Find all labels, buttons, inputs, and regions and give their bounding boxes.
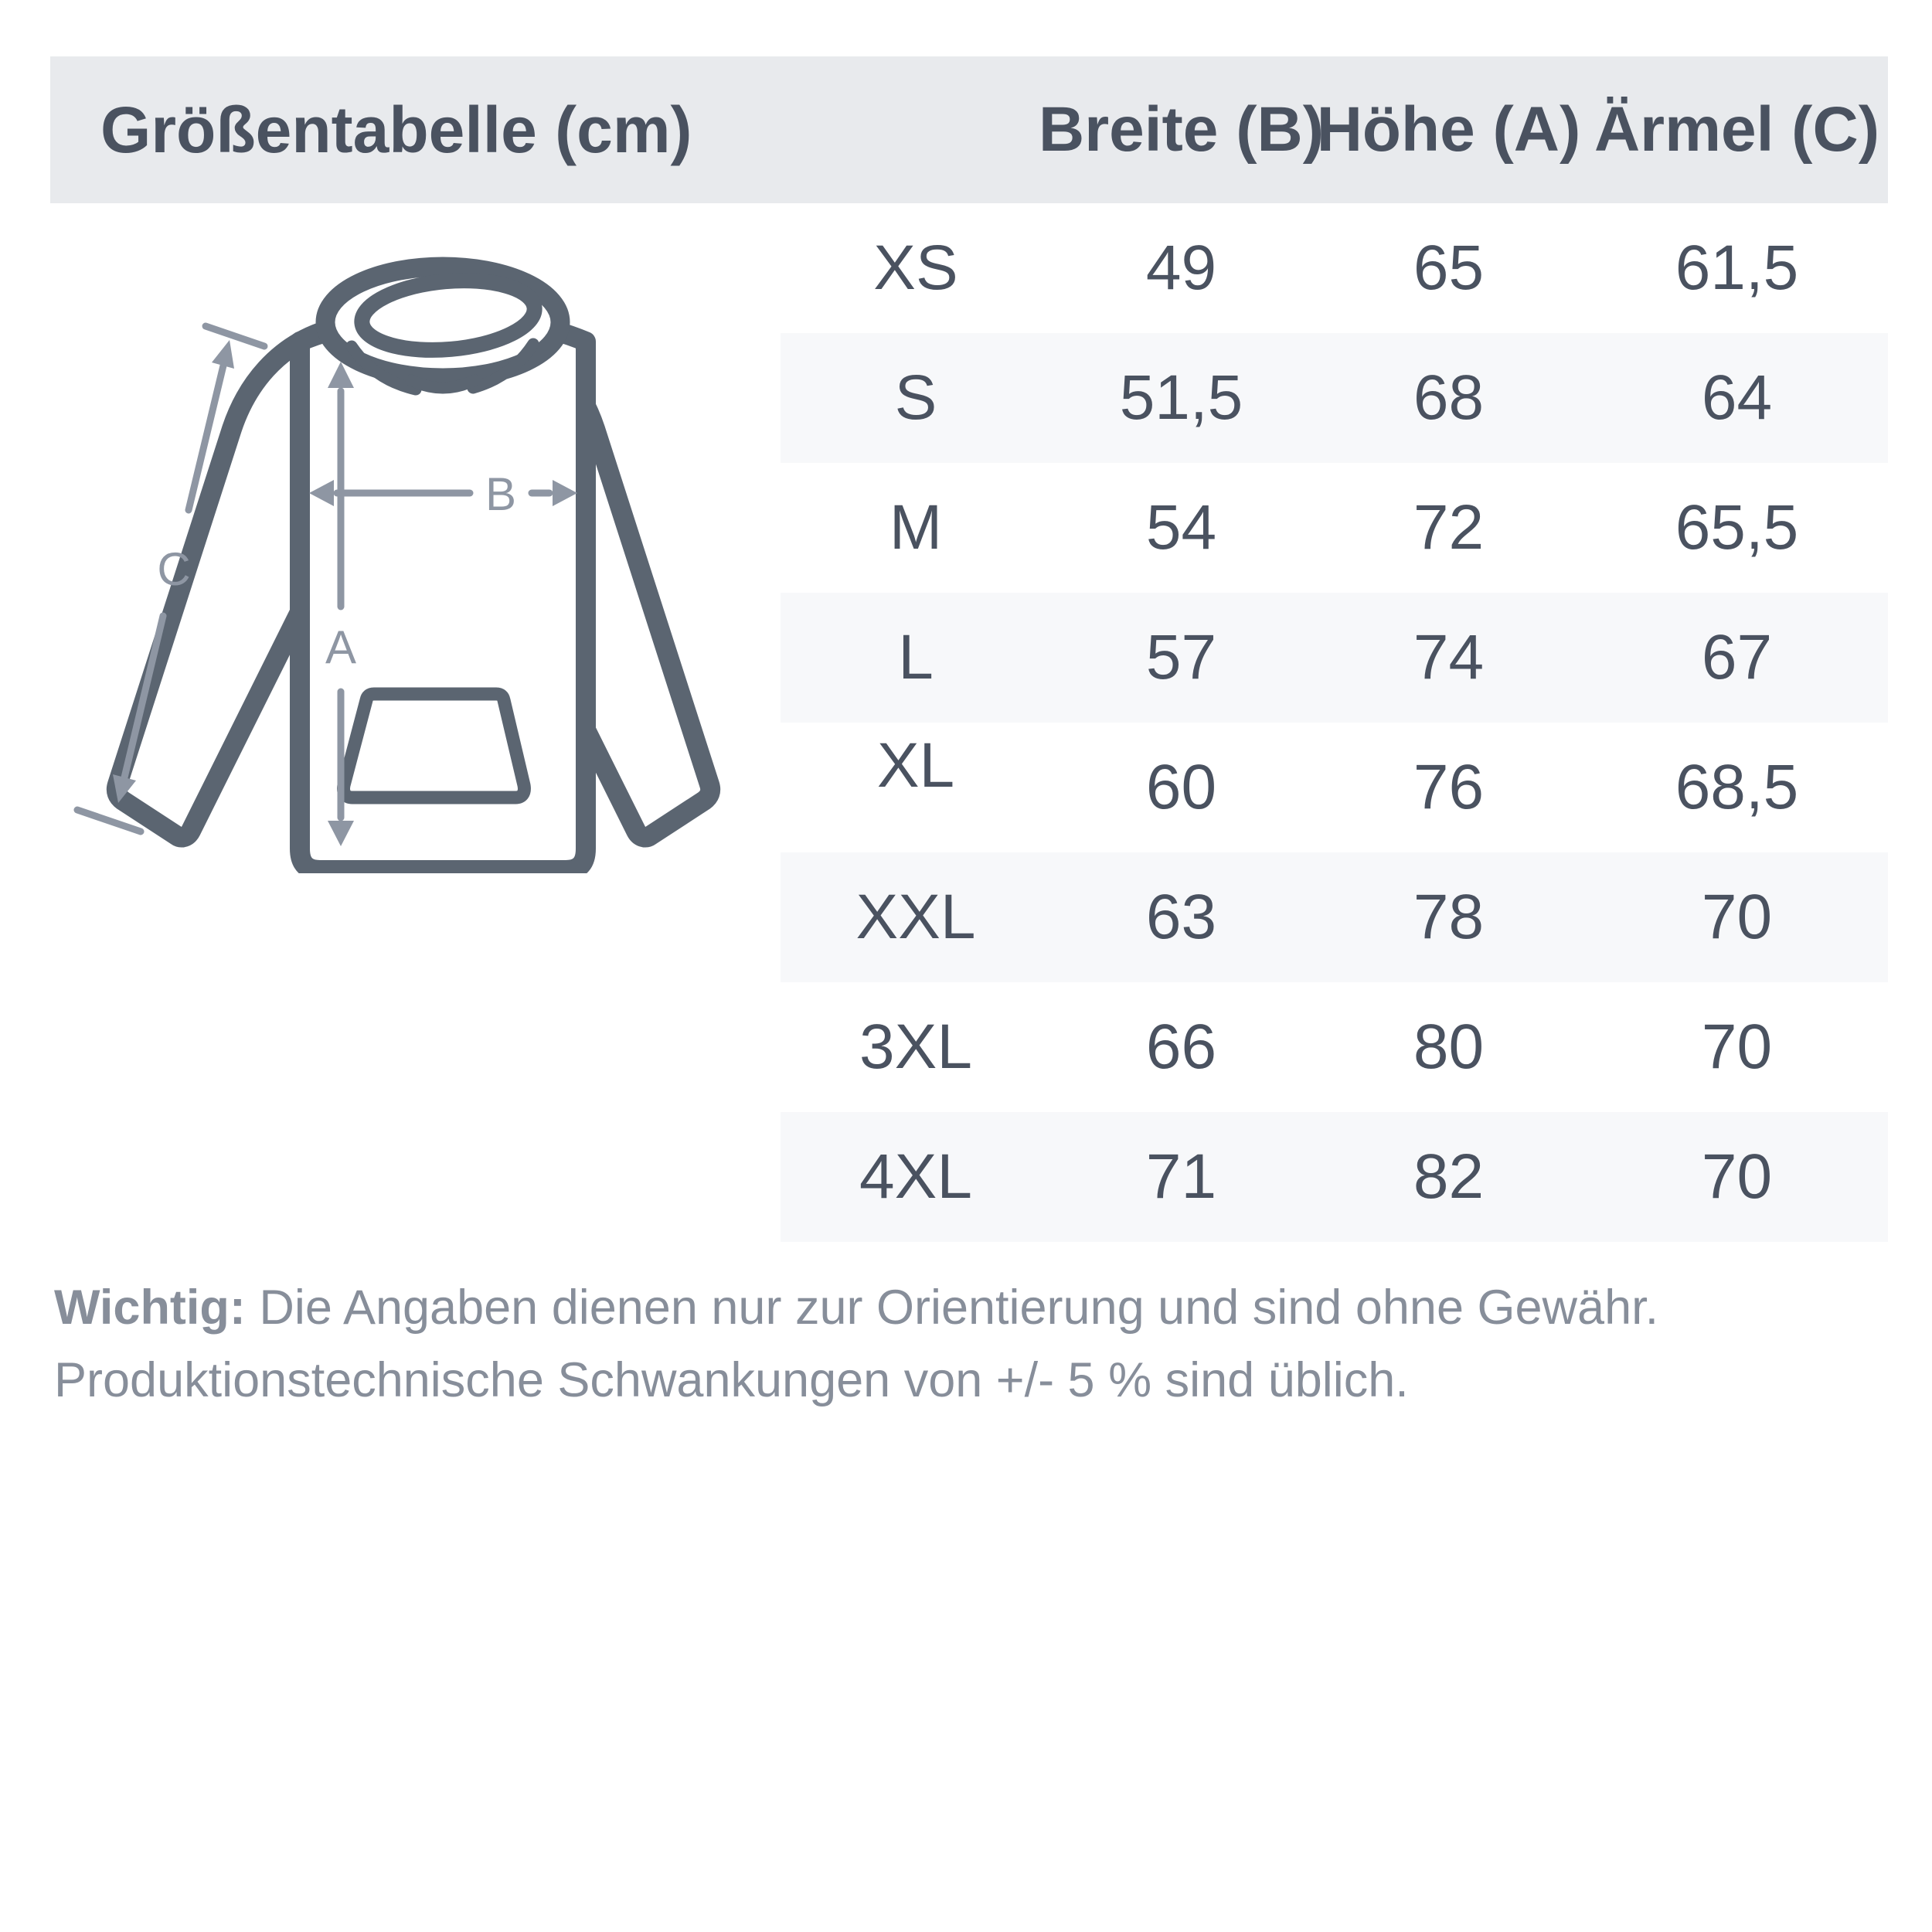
breite-value: 49 bbox=[1145, 233, 1217, 303]
breite-value: 57 bbox=[1145, 622, 1217, 692]
size-label: XL bbox=[876, 730, 955, 801]
disclaimer-bold-prefix: Wichtig: bbox=[54, 1281, 246, 1335]
size-label: XS bbox=[873, 233, 958, 303]
table-row bbox=[781, 1112, 1888, 1242]
aermel-value: 64 bbox=[1701, 362, 1773, 433]
hoehe-value: 78 bbox=[1413, 882, 1485, 952]
disclaimer-line1: Die Angaben dienen nur zur Orientierung und sind ohne Gewähr. bbox=[245, 1281, 1659, 1335]
size-label: 4XL bbox=[859, 1141, 972, 1212]
measure-label-c: C bbox=[157, 543, 191, 595]
size-label: M bbox=[889, 492, 943, 563]
table-row bbox=[781, 463, 1888, 593]
hoehe-value: 76 bbox=[1413, 752, 1485, 822]
aermel-value: 68,5 bbox=[1675, 752, 1799, 822]
column-header-hoehe: Höhe (A) bbox=[1316, 94, 1581, 165]
size-label: S bbox=[894, 362, 937, 433]
aermel-value: 67 bbox=[1701, 622, 1773, 692]
hoehe-value: 82 bbox=[1413, 1141, 1485, 1212]
aermel-value: 70 bbox=[1701, 1141, 1773, 1212]
page-title: Größentabelle (cm) bbox=[100, 93, 692, 166]
column-headers bbox=[781, 56, 1888, 203]
size-label: 3XL bbox=[859, 1012, 972, 1082]
breite-value: 66 bbox=[1145, 1012, 1217, 1082]
table-header-band bbox=[50, 56, 1888, 203]
hoodie-pocket bbox=[344, 694, 525, 798]
size-label: L bbox=[898, 622, 934, 692]
column-header-breite: Breite (B) bbox=[1038, 94, 1325, 165]
aermel-value: 70 bbox=[1701, 1012, 1773, 1082]
table-row bbox=[781, 203, 1888, 333]
aermel-value: 65,5 bbox=[1675, 492, 1799, 563]
breite-value: 60 bbox=[1145, 752, 1217, 822]
table-row bbox=[781, 852, 1888, 982]
hoehe-value: 80 bbox=[1413, 1012, 1485, 1082]
aermel-value: 70 bbox=[1701, 882, 1773, 952]
breite-value: 51,5 bbox=[1119, 362, 1243, 433]
table-row bbox=[781, 333, 1888, 463]
measure-label-a: A bbox=[325, 621, 357, 673]
hoodie-measurement-diagram bbox=[46, 216, 781, 873]
breite-value: 63 bbox=[1145, 882, 1217, 952]
hoehe-value: 65 bbox=[1413, 233, 1485, 303]
hoehe-value: 72 bbox=[1413, 492, 1485, 563]
column-header-aermel: Ärmel (C) bbox=[1594, 94, 1880, 165]
measure-label-b: B bbox=[485, 468, 517, 520]
breite-value: 71 bbox=[1145, 1141, 1217, 1212]
disclaimer-note bbox=[54, 1271, 1886, 1417]
disclaimer-line2: Produktionstechnische Schwankungen von +/- 5 % sind üblich. bbox=[54, 1353, 1409, 1407]
size-table bbox=[781, 203, 1888, 1242]
hoodie-hood bbox=[325, 267, 560, 389]
size-label: XXL bbox=[855, 882, 976, 952]
column-header-spacer bbox=[781, 56, 1051, 203]
aermel-value: 61,5 bbox=[1675, 233, 1799, 303]
table-row bbox=[781, 723, 1888, 852]
breite-value: 54 bbox=[1145, 492, 1217, 563]
table-row bbox=[781, 982, 1888, 1112]
hoehe-value: 68 bbox=[1413, 362, 1485, 433]
hoehe-value: 74 bbox=[1413, 622, 1485, 692]
